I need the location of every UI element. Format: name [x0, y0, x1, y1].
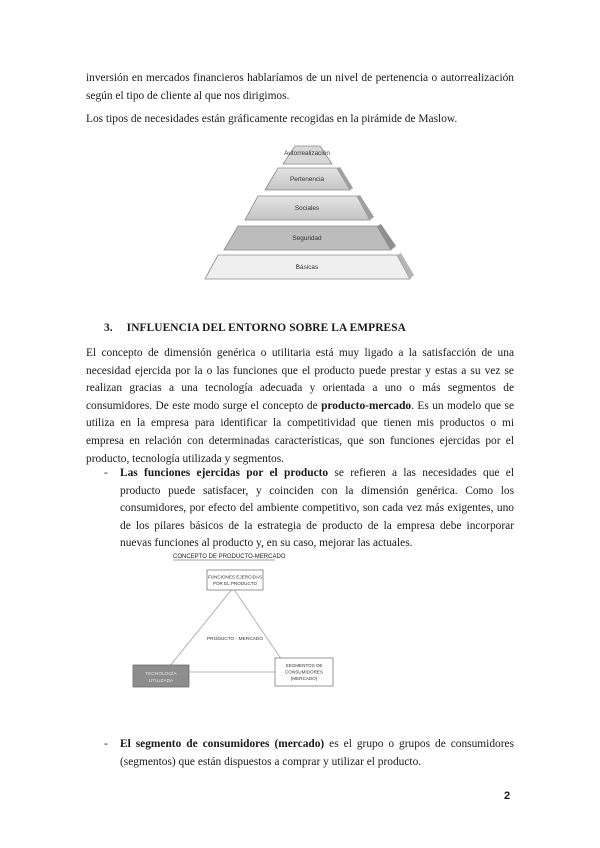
diagram-box-functions — [207, 570, 263, 590]
svg-text:UTILIZADA: UTILIZADA — [148, 679, 174, 684]
section-heading — [104, 322, 406, 334]
product-market-diagram — [125, 550, 365, 695]
pyramid-label-pertenencia: Pertenencia — [289, 176, 325, 183]
pyramid-label-sociales: Sociales — [294, 205, 320, 212]
pyramid-label-basicas: Básicas — [295, 264, 319, 271]
diagram-center-label: PRODUCTO - MERCADO — [206, 637, 264, 642]
bullet-segments-term: El segmento de consumidores (mercado) — [120, 738, 325, 750]
maslow-pyramid-figure — [200, 142, 415, 282]
svg-text:(MERCADO): (MERCADO) — [290, 676, 318, 681]
bullet-functions-term: Las funciones ejercidas por el producto — [120, 467, 329, 479]
diagram-triangle — [165, 588, 290, 672]
product-market-term: producto-mercado — [321, 399, 412, 412]
svg-text:SEGMENTOS DE: SEGMENTOS DE — [285, 663, 323, 668]
section-title: INFLUENCIA DEL ENTORNO SOBRE LA EMPRESA — [126, 322, 406, 334]
svg-text:FUNCIONES EJERCIDAS: FUNCIONES EJERCIDAS — [207, 574, 263, 580]
product-market-paragraph: El concepto de dimensión genérica o utilitaria está muy ligado a la satisfacción de una necesidad ejercida por la o las funciones que el producto puede prestar y estas a su vez se realizan gracias a una tecnología adecuada y orientada a uno o más segmentos de consumidores. De este modo surge el concepto de producto-mercado. Es un modelo que se utiliza en la empresa para identificar la competitividad que tienen mis productos o mi empresa en relación con determinadas características, que son funciones ejercidas por el producto, tecnología utilizada y segmentos. — [86, 347, 515, 465]
svg-text:POR EL PRODUCTO: POR EL PRODUCTO — [212, 581, 258, 586]
svg-text:TECNOLOGÍA: TECNOLOGÍA — [145, 672, 177, 677]
bullet-segments: El segmento de consumidores (mercado) es el grupo o grupos de consumidores (segmentos) que están dispuestos a comprar y utilizar el producto. — [120, 738, 514, 768]
intro-paragraph: inversión en mercados financieros hablaríamos de un nivel de pertenencia o autorrealización según el tipo de cliente al que nos dirigimos. — [86, 72, 514, 102]
bullet-functions: Las funciones ejercidas por el producto se refieren a las necesidades que el producto puede satisfacer, y coinciden con la dimensión genérica. Como los consumidores, por efecto del ambiente competitivo, son cada vez más exigentes, uno de los pilares básicos de la estrategia de producto de la empresa debe incorporar nuevas funciones al producto y, en su caso, mejorar las actuales. — [120, 467, 514, 550]
page-number: 2 — [504, 790, 511, 802]
bullet-dash: - — [104, 738, 108, 750]
diagram-title: CONCEPTO DE PRODUCTO-MERCADO — [173, 554, 286, 560]
bullet-dash: - — [104, 467, 108, 479]
pyramid-label-seguridad: Seguridad — [292, 235, 322, 242]
svg-text:CONSUMIDORES: CONSUMIDORES — [284, 669, 324, 675]
section-number: 3. — [104, 322, 113, 334]
maslow-intro-sentence: Los tipos de necesidades están gráficamente recogidas en la pirámide de Maslow. — [86, 113, 458, 125]
pyramid-label-autorrealizacion: Autorrealización — [284, 150, 330, 157]
